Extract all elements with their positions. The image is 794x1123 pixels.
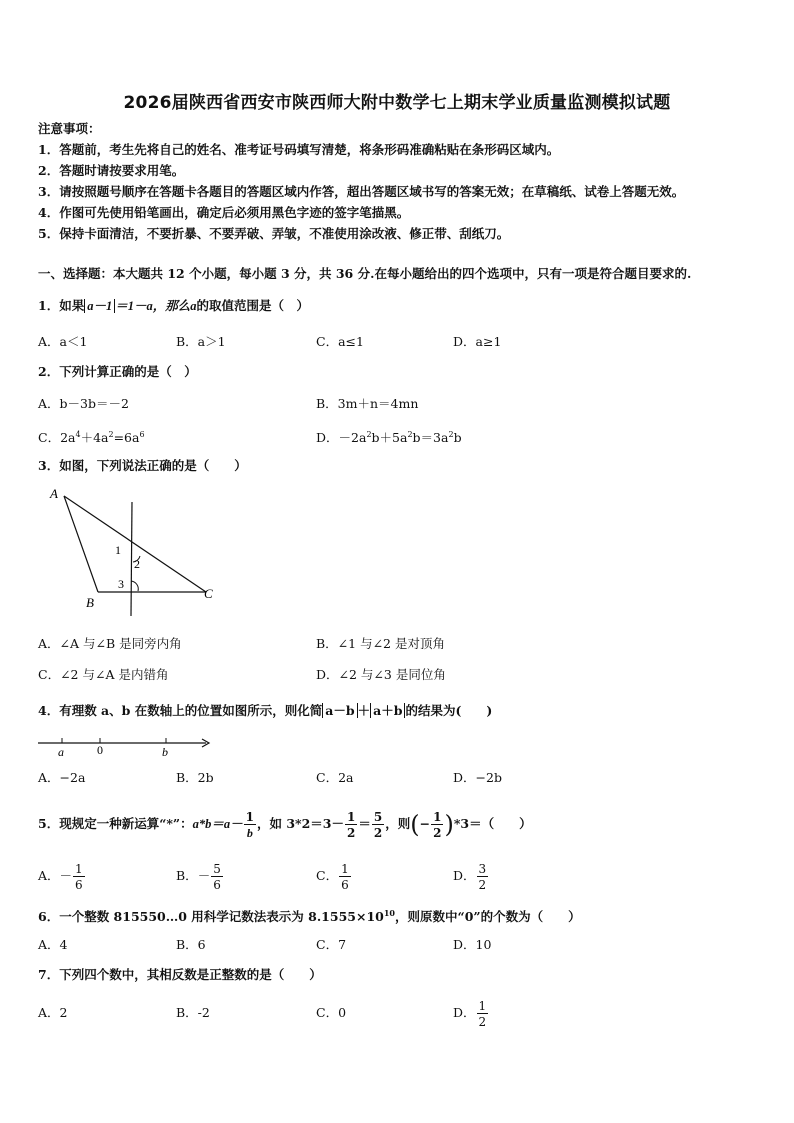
q4-stem: 4．有理数 a、b 在数轴上的位置如图所示，则化简 a－b ＋ a＋b 的结果为( ): [38, 703, 493, 718]
axis-label-a: a: [58, 745, 64, 759]
q4-option-b: B．2b: [176, 770, 214, 785]
notice-item-3: 3．请按照题号顺序在答题卡各题目的答题区域内作答，超出答题区域书写的答案无效；在草稿纸、试卷上答题无效。: [38, 184, 685, 199]
q1-option-d: D．a≥1: [453, 334, 502, 349]
label-angle-2: 2: [134, 557, 140, 571]
line-ac: [64, 496, 206, 592]
q6-option-a: A．4: [38, 937, 68, 952]
q5-option-b: B．－ $\frac{5}{6}$: [176, 861, 221, 892]
q4-abs-1: a－b: [322, 703, 357, 718]
q5-option-a: A．－ $\frac{1}{6}$: [38, 861, 83, 892]
q4-option-c: C．2a: [316, 770, 354, 785]
q5-def-fraction: $\frac{1}{b}$: [245, 809, 254, 840]
label-angle-3: 3: [118, 577, 124, 591]
axis-label-b: b: [162, 745, 168, 759]
q6-option-b: B．6: [176, 937, 206, 952]
q1-option-b: B．a＞1: [176, 334, 226, 349]
q6-option-c: C．7: [316, 937, 347, 952]
q3-option-c: C．∠2 与∠A 是内错角: [38, 667, 169, 682]
notice-item-2: 2．答题时请按要求用笔。: [38, 163, 185, 178]
q4-option-d: D．−2b: [453, 770, 502, 785]
notice-item-1: 1．答题前，考生先将自己的姓名、准考证号码填写清楚，将条形码准确粘贴在条形码区域内。: [38, 142, 560, 157]
q7-option-a: A．2: [38, 1005, 68, 1020]
q6-option-d: D．10: [453, 937, 492, 952]
label-angle-1: 1: [115, 543, 121, 557]
label-c: C: [204, 586, 213, 601]
line-ab: [64, 496, 98, 592]
q3-option-b: B．∠1 与∠2 是对顶角: [316, 636, 445, 651]
angle-3-arc: [131, 581, 138, 591]
q4-number-line: [36, 732, 216, 760]
q1-option-c: C．a≤1: [316, 334, 364, 349]
q7-stem: 7．下列四个数中，其相反数是正整数的是（ ）: [38, 967, 322, 982]
q4-option-a: A．−2a: [38, 770, 86, 785]
q2-option-d: D．$-2a^2b+5a^2b=3a^2b$: [316, 430, 462, 446]
notice-heading: 注意事项：: [38, 121, 101, 136]
q5-option-d: D． $\frac{3}{2}$: [453, 861, 487, 892]
q5-option-c: C． $\frac{1}{6}$: [316, 861, 349, 892]
q3-figure: [40, 482, 230, 622]
q7-option-c: C．0: [316, 1005, 347, 1020]
page-title: 2026届陕西省西安市陕西师大附中数学七上期末学业质量监测模拟试题: [123, 93, 671, 113]
q2-option-b: B．3m＋n＝4mn: [316, 396, 419, 411]
label-a: A: [50, 486, 58, 501]
q1-abs: a－1: [84, 299, 115, 313]
notice-item-4: 4．作图可先使用铅笔画出，确定后必须用黑色字迹的签字笔描黑。: [38, 205, 410, 220]
section-heading: 一、选择题：本大题共 12 个小题，每小题 3 分，共 36 分.在每小题给出的四个选项中，只有一项是符合题目要求的.: [38, 266, 692, 281]
q5-stem: 5．现规定一种新运算“*”：a*b＝a－ $\frac{1}{b}$ ，如 3*2＝3－ $\frac{1}{2}$ ＝ $\frac{5}{2}$ ，则(− $\frac{1}{2}$ )*3＝（ ）: [38, 809, 532, 840]
q6-stem: 6．一个整数 815550…0 用科学记数法表示为 $8.1555\times 10^{10}$，则原数中“0”的个数为（ ）: [38, 908, 581, 925]
q3-stem: 3．如图，下列说法正确的是（ ）: [38, 458, 247, 473]
notice-item-5: 5．保持卡面清洁，不要折暴、不要弄破、弄皱，不准使用涂改液、修正带、刮纸刀。: [38, 226, 510, 241]
q2-stem: 2．下列计算正确的是（ ）: [38, 364, 197, 379]
q3-option-d: D．∠2 与∠3 是同位角: [316, 667, 446, 682]
q2-option-a: A．b－3b＝－2: [38, 396, 129, 411]
q7-option-b: B．-2: [176, 1005, 210, 1020]
transversal-line: [131, 502, 132, 616]
q1-stem: 1．如果 a－1 ＝1－a，那么a的取值范围是（ ）: [38, 298, 309, 313]
axis-label-zero: 0: [97, 743, 103, 757]
q1-option-a: A．a＜1: [38, 334, 88, 349]
q4-abs-2: a＋b: [370, 703, 405, 718]
q3-option-a: A．∠A 与∠B 是同旁内角: [38, 636, 182, 651]
q2-option-c: C．$2a^4+4a^2=6a^6$: [38, 430, 145, 446]
q7-option-d: D． $\frac{1}{2}$: [453, 998, 487, 1029]
label-b: B: [86, 595, 94, 610]
